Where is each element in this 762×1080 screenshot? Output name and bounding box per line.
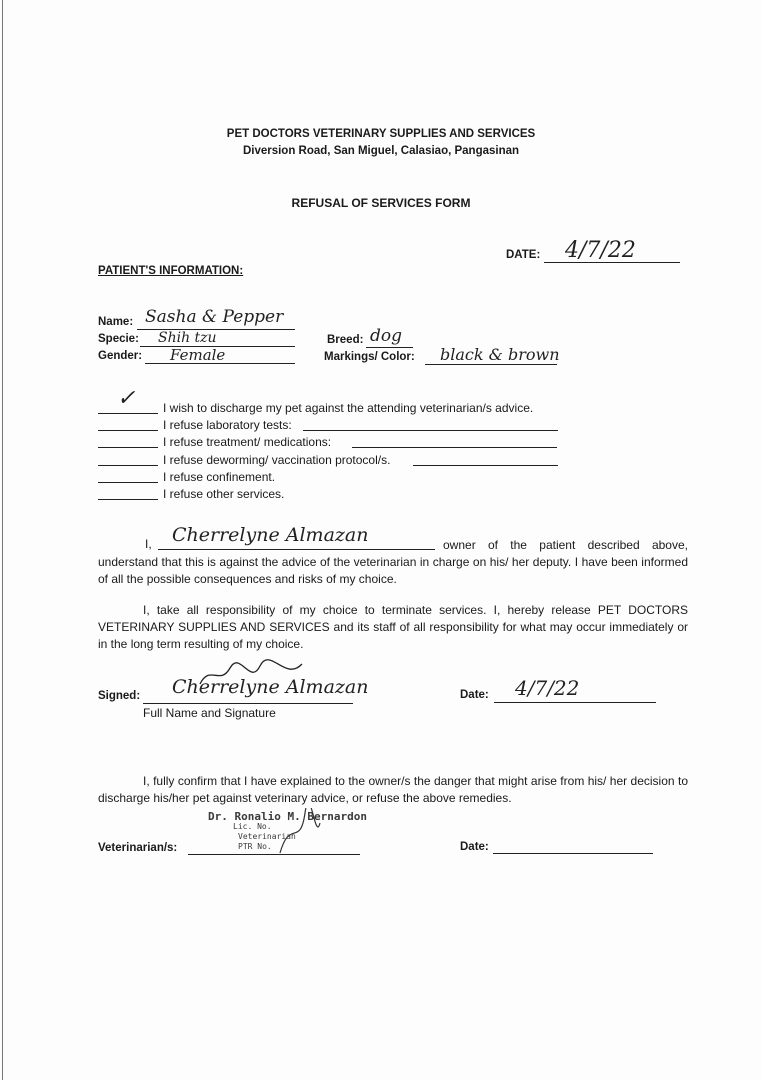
date-label: DATE: (506, 249, 541, 261)
veterinarian-line (188, 854, 360, 855)
statement-paragraph-2: I, take all responsibility of my choice to terminate services. I, hereby release PET DOCTORS VETERINARY SUPPLIES AND SERVICES and its staff of all responsibility for what may occur immediately or in the long term resulting of my choice. (98, 603, 688, 651)
gender-value: Female (170, 346, 226, 364)
owner-name: Cherrelyne Almazan (172, 524, 369, 546)
markings-line (425, 364, 557, 365)
statement-paragraph-1: owner of the patient described above, understand that this is against the advice of the veterinarian in charge on his/ her deputy. I have been informed of all the possible consequences and risks of my choice. (98, 538, 688, 586)
specie-value: Shih tzu (158, 330, 217, 346)
checklist-blank-1[interactable] (98, 413, 158, 414)
business-name: PET DOCTORS VETERINARY SUPPLIES AND SERVICES (226, 128, 536, 140)
specie-label: Specie: (98, 333, 139, 345)
breed-label: Breed: (327, 334, 364, 346)
breed-value: dog (370, 326, 402, 346)
check-mark-icon: ✓ (117, 386, 136, 411)
signed-value: Cherrelyne Almazan (172, 676, 369, 698)
checklist-item-4: I refuse deworming/ vaccination protocol/s. (163, 453, 391, 467)
name-label: Name: (98, 316, 134, 328)
checklist-blank-5[interactable] (98, 482, 158, 483)
checklist-blank-6[interactable] (98, 499, 158, 500)
gender-label: Gender: (98, 350, 143, 362)
checklist-detail-line-3[interactable] (352, 447, 557, 448)
form-title: REFUSAL OF SERVICES FORM (291, 196, 471, 210)
name-value: Sasha & Pepper (145, 307, 284, 327)
markings-value: black & brown (440, 345, 560, 364)
checklist-item-1: I wish to discharge my pet against the attending veterinarian/s advice. (163, 401, 534, 415)
signature-scribble (190, 656, 310, 692)
checklist-item-2: I refuse laboratory tests: (163, 418, 292, 432)
signed-date-value: 4/7/22 (515, 676, 580, 700)
checklist-item-6: I refuse other services. (163, 487, 285, 501)
signed-date-line (494, 702, 656, 703)
vet-date-label: Date: (460, 841, 489, 853)
stamp-title: Veterinarian (238, 832, 296, 841)
veterinarian-label: Veterinarian/s: (98, 842, 178, 854)
statement-prefix: I, (145, 537, 152, 551)
date-value: 4/7/22 (565, 238, 636, 263)
checklist-detail-line-4[interactable] (413, 465, 558, 466)
scan-edge (2, 0, 3, 1080)
stamp-lic: Lic. No. (233, 822, 272, 831)
checklist-item-5: I refuse confinement. (163, 470, 276, 484)
signed-line (143, 703, 353, 704)
signature-caption: Full Name and Signature (143, 706, 276, 720)
checklist-item-3: I refuse treatment/ medications: (163, 435, 332, 449)
stamp-name: Dr. Ronalio M. Bernardon (208, 810, 367, 823)
signed-date-label: Date: (460, 689, 489, 701)
stamp-ptr: PTR No. (238, 842, 272, 851)
vet-signature-scribble (275, 808, 325, 858)
confirmation-text: I, fully confirm that I have explained to the owner/s the danger that might arise from his/ her decision to discharge his/her pet against veterinary advice, or refuse the above remedies. (98, 774, 688, 805)
markings-label: Markings/ Color: (324, 351, 415, 363)
checklist-blank-4[interactable] (98, 465, 158, 466)
checklist-detail-line-2[interactable] (303, 430, 558, 431)
breed-line (366, 347, 413, 348)
checklist-blank-2[interactable] (98, 430, 158, 431)
business-address: Diversion Road, San Miguel, Calasiao, Pangasinan (242, 145, 520, 157)
patient-section-title: PATIENT'S INFORMATION: (98, 265, 244, 277)
vet-date-line[interactable] (493, 853, 653, 854)
checklist-blank-3[interactable] (98, 447, 158, 448)
signed-label: Signed: (98, 690, 141, 702)
